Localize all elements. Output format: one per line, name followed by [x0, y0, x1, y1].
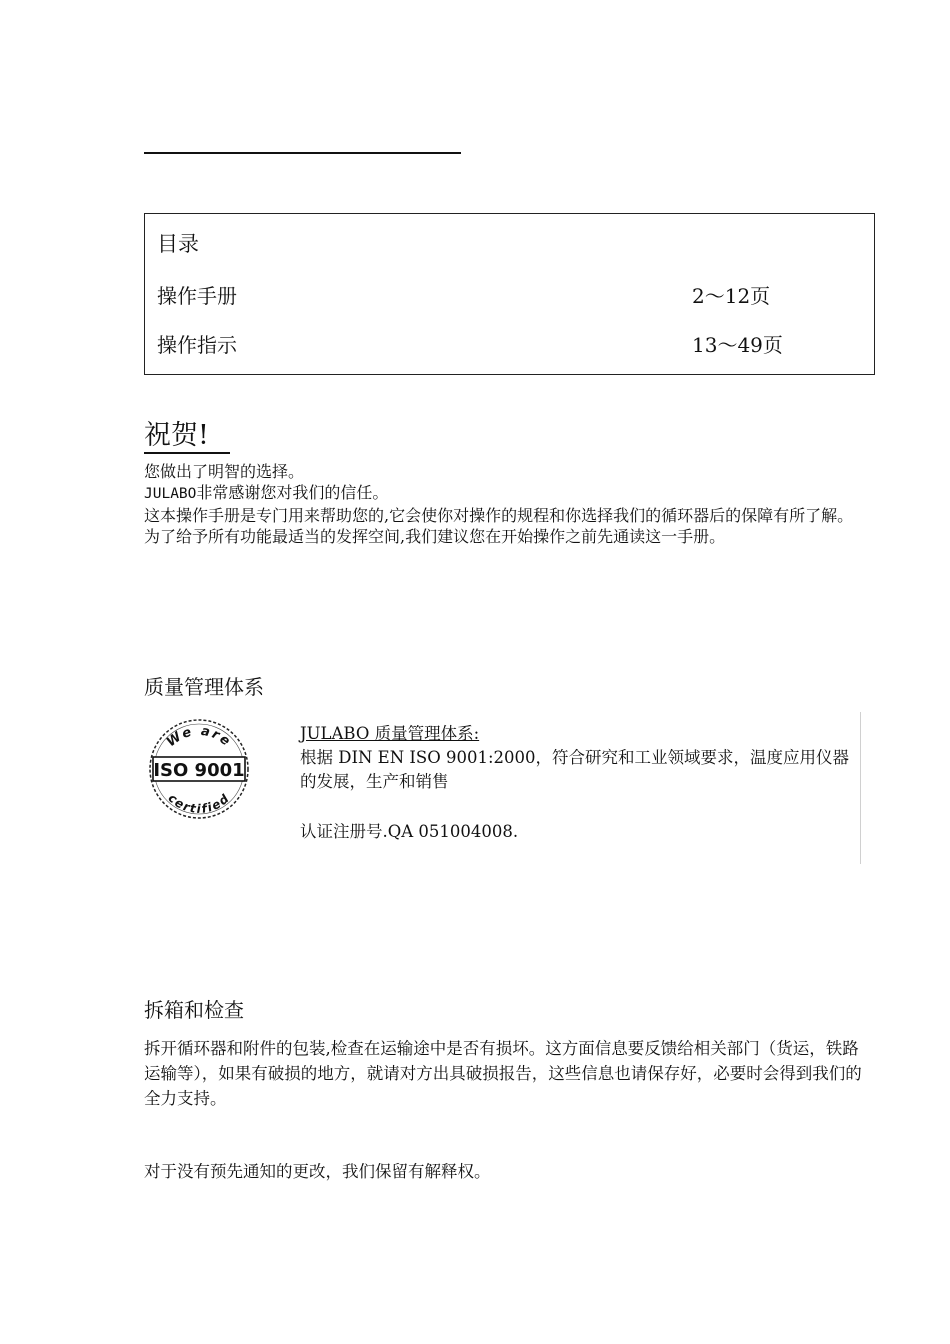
toc-entry-pages: 2～12页 [692, 284, 771, 308]
congrats-line: 您做出了明智的选择。 [144, 462, 305, 481]
svg-text:certified: certified [165, 790, 233, 816]
heading-underline [144, 452, 230, 454]
toc-title: 目录 [157, 232, 199, 256]
quality-statement [300, 722, 855, 844]
congrats-heading: 祝贺! [144, 420, 209, 451]
svg-text:We are: We are [164, 723, 235, 751]
brand-name: JULABO [144, 486, 197, 502]
iso-certified-seal-icon [146, 714, 252, 820]
quality-heading: 质量管理体系 [144, 675, 264, 699]
registration-number: 认证注册号.QA 051004008. [300, 822, 519, 841]
svg-text:ISO 9001: ISO 9001 [153, 760, 245, 781]
toc-entry-label: 操作手册 [157, 284, 237, 308]
congrats-line [144, 482, 869, 505]
congrats-thanks: 非常感谢您对我们的信任。 [196, 483, 389, 502]
top-rule [144, 152, 461, 154]
disclaimer: 对于没有预先通知的更改，我们保留有解释权。 [144, 1162, 491, 1181]
toc-entry-pages: 13～49页 [692, 333, 783, 357]
toc-entry-label: 操作指示 [157, 333, 237, 357]
quality-title: JULABO 质量管理体系: [300, 724, 480, 743]
quality-description: 根据 DIN EN ISO 9001:2000，符合研究和工业领域要求，温度应用仪器的发展，生产和销售 [300, 748, 850, 791]
unpacking-paragraph: 拆开循环器和附件的包装,检查在运输途中是否有损坏。这方面信息要反馈给相关部门（货运，铁路运输等），如果有破损的地方，就请对方出具破损报告，这些信息也请保存好，必要时会得到我们的全力支持。 [144, 1039, 862, 1108]
congrats-paragraph [144, 461, 869, 547]
congrats-line: 这本操作手册是专门用来帮助您的,它会使你对操作的规程和你选择我们的循环器后的保障有所了解。为了给予所有功能最适当的发挥空间,我们建议您在开始操作之前先通读这一手册。 [144, 506, 854, 546]
unpacking-heading: 拆箱和检查 [144, 998, 244, 1022]
divider [860, 712, 861, 864]
table-of-contents [144, 213, 875, 375]
